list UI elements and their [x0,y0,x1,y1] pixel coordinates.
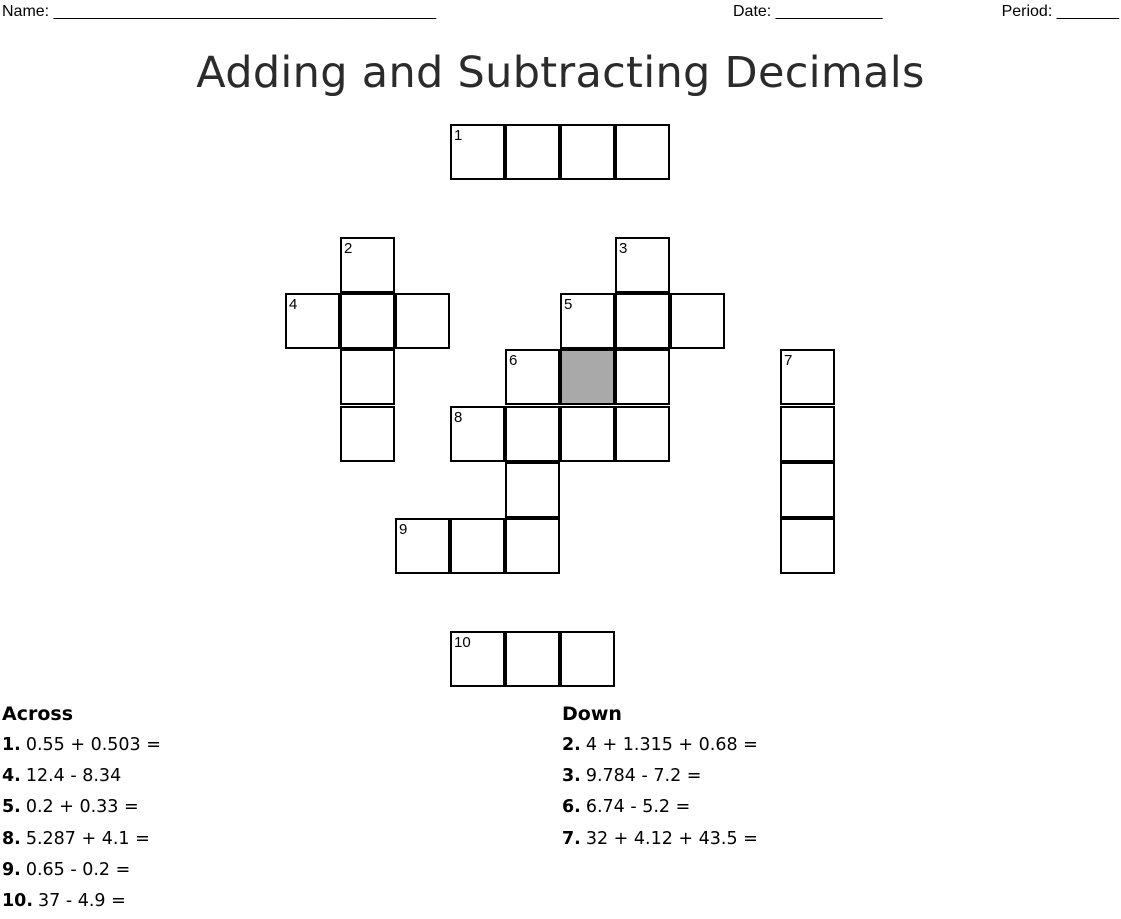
grid-cell[interactable] [285,293,340,349]
cell-number: 10 [454,633,471,651]
grid-cell[interactable] [340,237,395,293]
grid-cell[interactable] [615,406,670,462]
shaded-cell [560,349,615,405]
grid-cell[interactable] [505,406,560,462]
grid-cell[interactable] [615,237,670,293]
across-clue [2,763,161,794]
grid-cell[interactable] [780,518,835,574]
grid-cell[interactable] [670,293,725,349]
grid-cell[interactable] [340,349,395,405]
cell-number: 2 [344,239,353,257]
clue-text: 37 - 4.9 = [38,890,126,911]
cell-number: 7 [784,352,793,370]
across-clue [2,794,161,825]
grid-cell[interactable] [505,462,560,518]
grid-cell[interactable] [505,518,560,574]
clue-number: 2. [562,735,581,755]
clue-number: 10. [2,890,34,911]
clue-text: 5.287 + 4.1 = [25,828,150,849]
grid-cell[interactable] [395,293,450,349]
clue-text: 0.65 - 0.2 = [25,859,131,880]
grid-cell[interactable] [615,349,670,405]
period-field[interactable]: Period: _______ [1001,3,1119,20]
grid-cell[interactable] [560,293,615,349]
clue-text: 32 + 4.12 + 43.5 = [585,828,758,849]
down-clue [562,763,758,794]
date-field[interactable]: Date: ____________ [733,3,883,20]
clue-number: 6. [562,797,581,818]
clue-number: 1. [2,735,21,755]
grid-cell[interactable] [450,518,505,574]
clue-text: 9.784 - 7.2 = [585,766,702,787]
cell-number: 4 [289,295,298,313]
grid-cell[interactable] [505,349,560,405]
grid-cell[interactable] [780,406,835,462]
across-clue [2,857,161,888]
grid-cell[interactable] [450,631,505,687]
grid-cell[interactable] [615,293,670,349]
grid-cell[interactable] [615,124,670,180]
across-clue [2,826,161,857]
clue-text: 12.4 - 8.34 [25,766,122,787]
grid-cell[interactable] [780,462,835,518]
clue-number: 3. [562,766,581,787]
grid-cell[interactable] [395,518,450,574]
cell-number: 6 [509,352,518,370]
clue-text: 0.2 + 0.33 = [25,797,139,818]
grid-cell[interactable] [560,631,615,687]
clue-text: 6.74 - 5.2 = [585,797,691,818]
clue-number: 5. [2,797,21,818]
cell-number: 8 [454,408,463,426]
across-clue [2,732,161,763]
grid-cell[interactable] [450,124,505,180]
cell-number: 5 [564,295,573,313]
clue-text: 4 + 1.315 + 0.68 = [585,735,758,755]
grid-cell[interactable] [505,124,560,180]
name-field[interactable]: Name: ___________________________________________ [2,3,437,20]
grid-cell[interactable] [340,293,395,349]
page-title: Adding and Subtracting Decimals [196,48,925,98]
down-clue [562,732,758,763]
grid-cell[interactable] [780,349,835,405]
grid-cell[interactable] [505,631,560,687]
down-heading: Down [562,703,622,725]
down-clue [562,794,758,825]
down-clue-list [562,732,758,857]
grid-cell[interactable] [340,406,395,462]
grid-cell[interactable] [560,124,615,180]
cell-number: 9 [399,521,408,539]
grid-cell[interactable] [450,406,505,462]
clue-number: 7. [562,828,581,849]
across-clue [2,888,161,919]
clue-text: 0.55 + 0.503 = [25,735,161,755]
clue-number: 4. [2,766,21,787]
clue-number: 8. [2,828,21,849]
cell-number: 3 [619,239,628,257]
cell-number: 1 [454,127,463,144]
grid-cell[interactable] [560,406,615,462]
down-clue [562,826,758,857]
across-heading: Across [2,703,74,725]
across-clue-list [2,732,161,919]
clue-number: 9. [2,859,21,880]
